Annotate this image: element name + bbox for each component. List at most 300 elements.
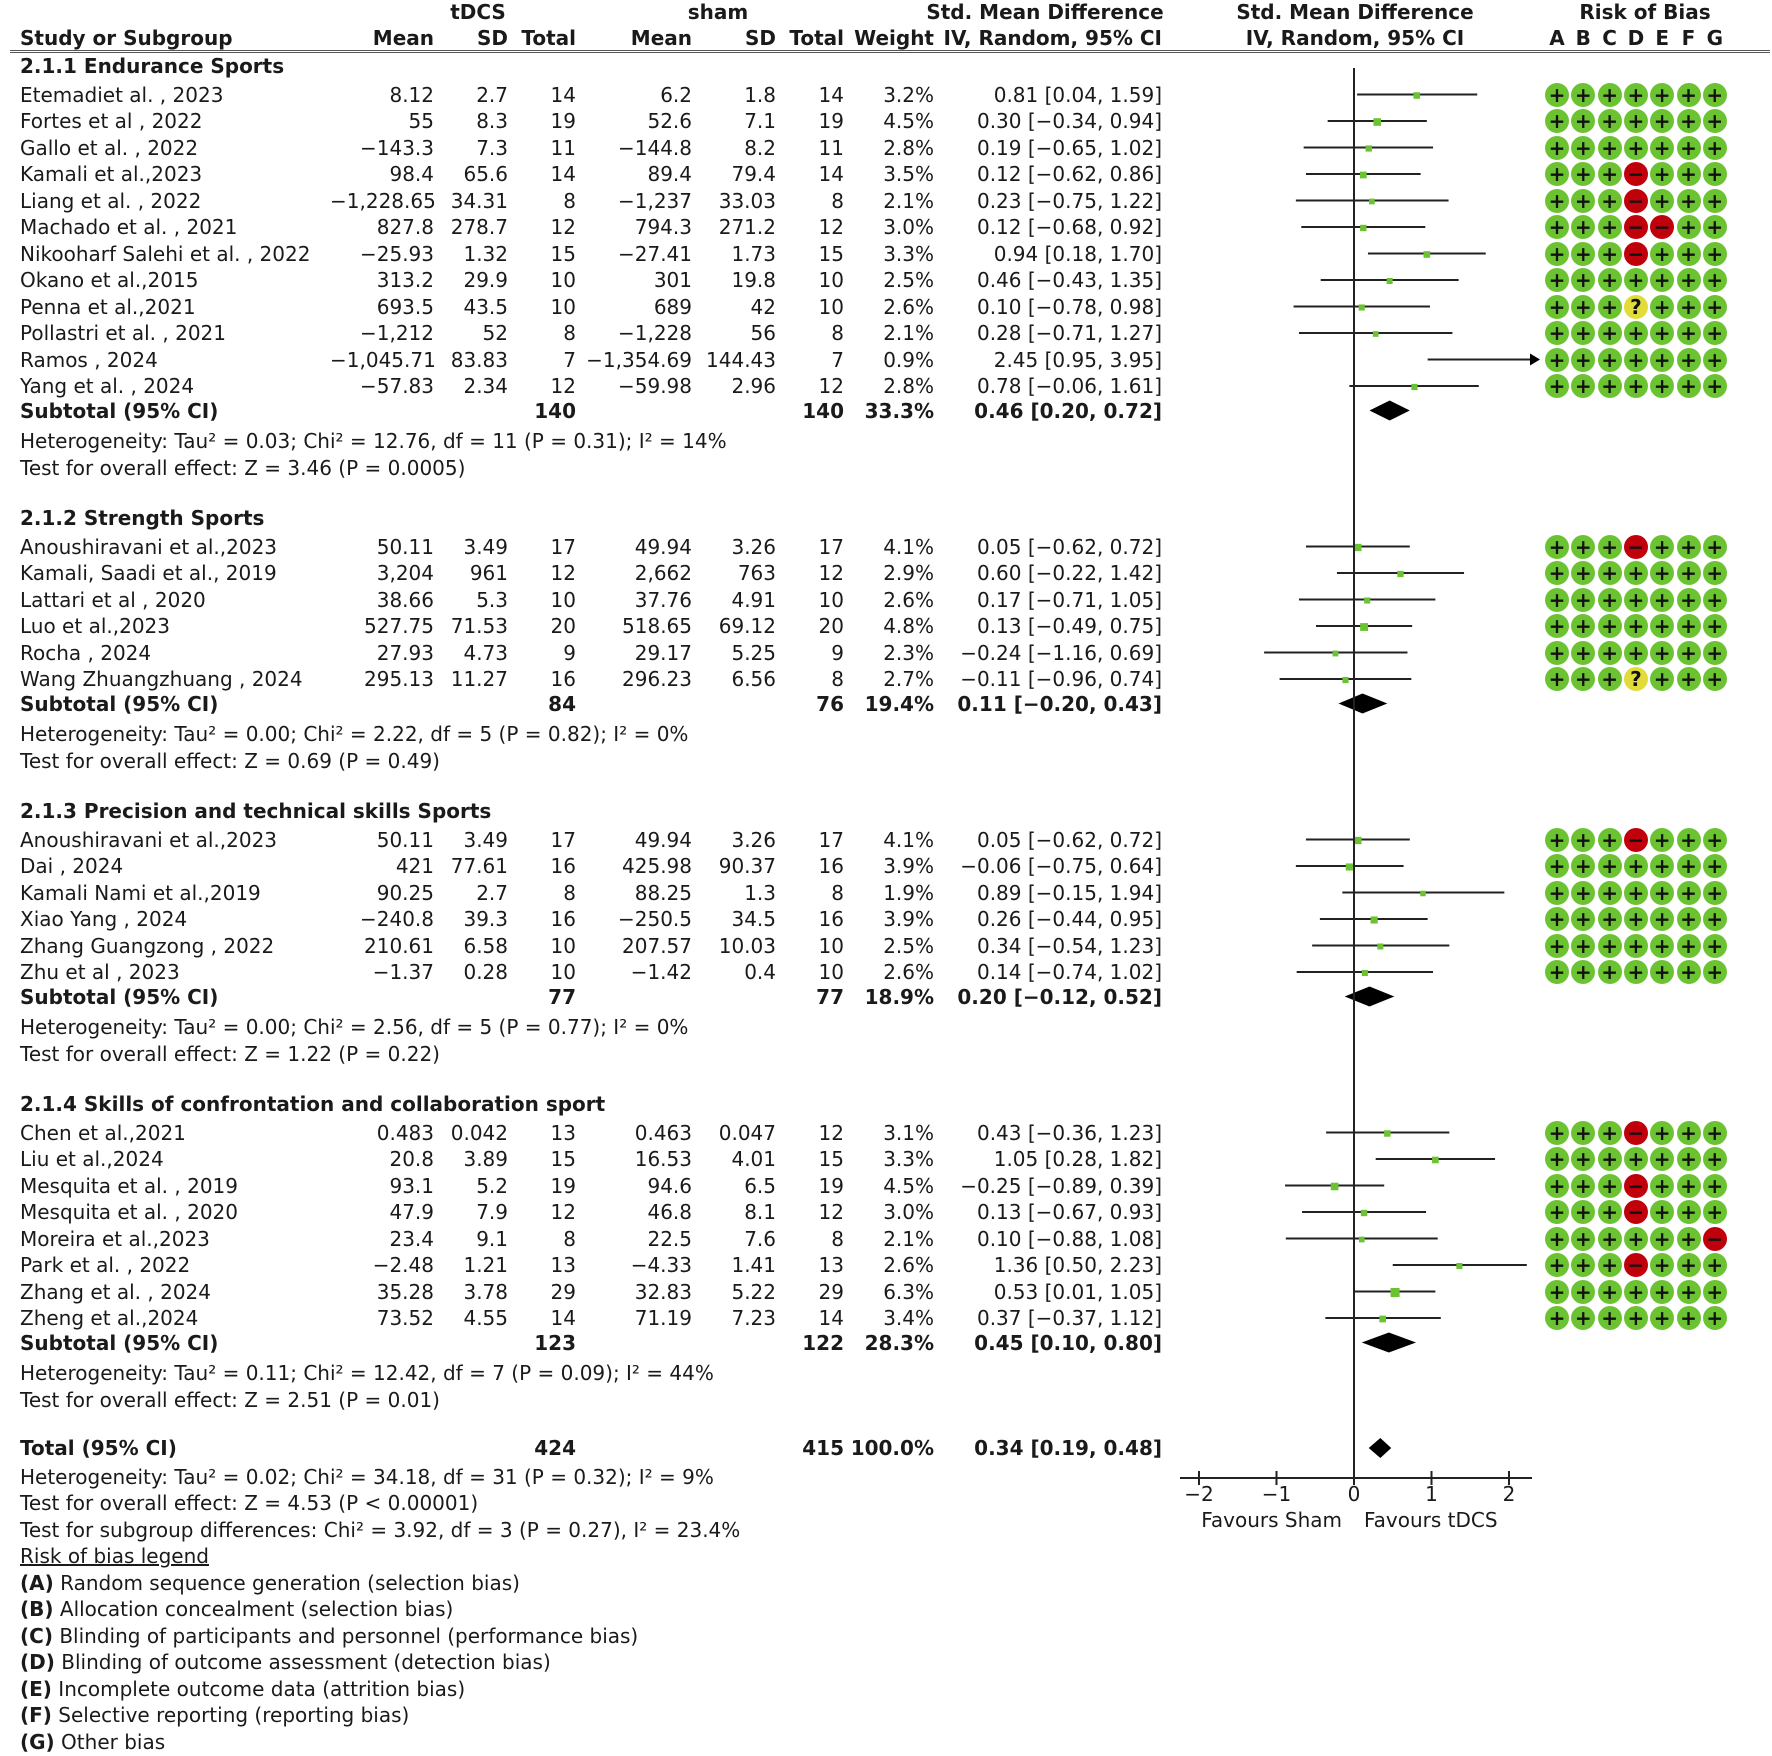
rob-low-icon: + xyxy=(1703,83,1727,107)
cell-ci: 0.81 [0.04, 1.59] xyxy=(993,82,1162,107)
cell-weight: 0.9% xyxy=(883,347,934,372)
study-name: Liang et al. , 2022 xyxy=(20,188,202,213)
cell-sd1: 77.61 xyxy=(450,854,508,878)
cell-n1: 14 xyxy=(550,162,576,186)
rob-low-icon: + xyxy=(1624,561,1648,585)
cell-n1: 12 xyxy=(550,561,576,585)
rob-low-icon: + xyxy=(1545,1147,1569,1171)
cell-m2: 49.94 xyxy=(634,534,692,559)
rob-col-e: E xyxy=(1655,26,1670,50)
rob-low-icon: + xyxy=(1598,1306,1622,1330)
rob-low-icon: + xyxy=(1545,1174,1569,1198)
cell-sd2: 56 xyxy=(750,321,776,345)
cell-sd2: 3.26 xyxy=(731,534,776,559)
cell-n2: 13 xyxy=(818,1253,844,1277)
rob-low-icon: + xyxy=(1677,561,1701,585)
rob-col-a: A xyxy=(1549,26,1565,50)
cell-m2: 6.2 xyxy=(660,82,692,107)
rob-low-icon: + xyxy=(1571,1306,1595,1330)
rob-low-icon: + xyxy=(1703,215,1727,239)
study-name: Mesquita et al. , 2020 xyxy=(20,1200,239,1224)
rob-low-icon: + xyxy=(1703,960,1727,984)
cell-n1: 13 xyxy=(550,1120,576,1145)
cell-m1: −143.3 xyxy=(359,135,434,160)
cell-weight: 3.1% xyxy=(883,1120,934,1145)
cell-sd2: 8.1 xyxy=(744,1200,776,1224)
cell-weight: 2.6% xyxy=(883,294,934,319)
cell-n1: 8 xyxy=(563,880,576,905)
study-name: Penna et al.,2021 xyxy=(20,294,196,319)
cell-m1: 295.13 xyxy=(364,667,434,691)
cell-sd1: 83.83 xyxy=(450,347,508,372)
rob-low-icon: + xyxy=(1650,1306,1674,1330)
point-estimate-marker xyxy=(1332,651,1338,657)
rob-low-icon: + xyxy=(1650,321,1674,345)
cell-sd2: 7.1 xyxy=(744,109,776,133)
rob-low-icon: + xyxy=(1545,268,1569,292)
cell-n2: 11 xyxy=(818,135,844,160)
subtotal-n2: 140 xyxy=(802,398,844,423)
cell-n1: 13 xyxy=(550,1253,576,1277)
cell-ci: 0.23 [−0.75, 1.22] xyxy=(976,188,1162,213)
subtotal-label: Subtotal (95% CI) xyxy=(20,398,219,423)
legend-key: (D) xyxy=(20,1650,55,1674)
cell-sd1: 4.73 xyxy=(463,640,508,665)
study-name: Mesquita et al. , 2019 xyxy=(20,1173,239,1198)
cell-n2: 15 xyxy=(818,241,844,266)
cell-n1: 14 xyxy=(550,82,576,107)
cell-m1: 421 xyxy=(395,854,434,878)
cell-m2: −1,228 xyxy=(617,321,692,345)
cell-m1: −2.48 xyxy=(372,1253,434,1277)
rob-low-icon: + xyxy=(1624,374,1648,398)
header-group2: sham xyxy=(687,0,749,24)
cell-m1: 827.8 xyxy=(376,215,434,239)
point-estimate-marker xyxy=(1424,251,1431,258)
subtotal-n1: 84 xyxy=(548,691,576,716)
rob-low-icon: + xyxy=(1545,242,1569,266)
rob-low-icon: + xyxy=(1703,321,1727,345)
study-name: Wang Zhuangzhuang , 2024 xyxy=(20,667,303,691)
cell-n2: 10 xyxy=(818,294,844,319)
rob-low-icon: + xyxy=(1598,136,1622,160)
cell-sd1: 11.27 xyxy=(450,667,508,691)
rob-high-icon: − xyxy=(1650,215,1674,239)
point-estimate-marker xyxy=(1387,278,1393,284)
cell-ci: 0.94 [0.18, 1.70] xyxy=(993,241,1162,266)
rob-low-icon: + xyxy=(1545,348,1569,372)
overall-effect-text: Test for overall effect: Z = 0.69 (P = 0.49) xyxy=(20,748,440,773)
rob-low-icon: + xyxy=(1650,535,1674,559)
cell-ci: −0.06 [−0.75, 0.64] xyxy=(960,854,1162,878)
rob-low-icon: + xyxy=(1545,828,1569,852)
rob-low-icon: + xyxy=(1703,1280,1727,1304)
cell-n1: 8 xyxy=(563,321,576,345)
rob-low-icon: + xyxy=(1650,189,1674,213)
rob-low-icon: + xyxy=(1703,348,1727,372)
rob-high-icon: − xyxy=(1624,1121,1648,1145)
x-tick-label: −2 xyxy=(1184,1482,1214,1506)
cell-n2: 17 xyxy=(818,534,844,559)
cell-m1: 50.11 xyxy=(376,827,434,852)
rob-low-icon: + xyxy=(1703,535,1727,559)
rob-low-icon: + xyxy=(1703,881,1727,905)
cell-m2: 32.83 xyxy=(634,1279,692,1304)
legend-key: (B) xyxy=(20,1597,54,1621)
rob-low-icon: + xyxy=(1571,268,1595,292)
subtotal-ci: 0.20 [−0.12, 0.52] xyxy=(957,984,1162,1009)
rob-low-icon: + xyxy=(1677,348,1701,372)
cell-m1: 3,204 xyxy=(376,561,434,585)
header-group1: tDCS xyxy=(450,0,506,24)
cell-m1: 313.2 xyxy=(376,268,434,292)
rob-low-icon: + xyxy=(1571,215,1595,239)
rob-low-icon: + xyxy=(1650,1200,1674,1224)
subtotal-diamond xyxy=(1370,401,1410,421)
cell-ci: 2.45 [0.95, 3.95] xyxy=(993,347,1162,372)
cell-n2: 9 xyxy=(831,640,844,665)
cell-n1: 12 xyxy=(550,1200,576,1224)
cell-ci: 0.26 [−0.44, 0.95] xyxy=(976,907,1162,931)
cell-ci: −0.24 [−1.16, 0.69] xyxy=(960,640,1162,665)
point-estimate-marker xyxy=(1373,118,1381,126)
rob-low-icon: + xyxy=(1703,907,1727,931)
cell-sd1: 9.1 xyxy=(476,1226,508,1251)
rob-col-b: B xyxy=(1575,26,1591,50)
heterogeneity-text: Heterogeneity: Tau² = 0.03; Chi² = 12.76, df = 11 (P = 0.31); I² = 14% xyxy=(20,429,727,453)
rob-low-icon: + xyxy=(1677,828,1701,852)
legend-text: Random sequence generation (selection bias) xyxy=(53,1570,520,1595)
cell-m2: 2,662 xyxy=(634,561,692,585)
rob-high-icon: − xyxy=(1624,1174,1648,1198)
study-name: Nikooharf Salehi et al. , 2022 xyxy=(20,241,311,266)
rob-low-icon: + xyxy=(1677,960,1701,984)
cell-ci: 0.60 [−0.22, 1.42] xyxy=(976,561,1162,585)
cell-m1: 35.28 xyxy=(376,1279,434,1304)
rob-low-icon: + xyxy=(1624,907,1648,931)
rob-low-icon: + xyxy=(1571,1147,1595,1171)
cell-m1: 47.9 xyxy=(389,1200,434,1224)
rob-low-icon: + xyxy=(1624,83,1648,107)
cell-n1: 12 xyxy=(550,374,576,398)
rob-low-icon: + xyxy=(1598,189,1622,213)
cell-ci: −0.25 [−0.89, 0.39] xyxy=(960,1173,1162,1198)
point-estimate-marker xyxy=(1373,331,1379,337)
study-name: Zhang Guangzong , 2022 xyxy=(20,933,275,958)
rob-low-icon: + xyxy=(1650,667,1674,691)
rob-low-icon: + xyxy=(1703,1253,1727,1277)
cell-m1: 0.483 xyxy=(376,1120,434,1145)
cell-n2: 10 xyxy=(818,960,844,984)
cell-ci: 1.36 [0.50, 2.23] xyxy=(993,1253,1162,1277)
cell-weight: 4.8% xyxy=(883,614,934,638)
point-estimate-marker xyxy=(1354,544,1361,551)
rob-low-icon: + xyxy=(1677,1200,1701,1224)
total-n1: 424 xyxy=(534,1436,576,1460)
point-estimate-marker xyxy=(1379,1316,1386,1323)
rob-low-icon: + xyxy=(1571,1200,1595,1224)
cell-sd1: 0.28 xyxy=(463,960,508,984)
header-sd-2: SD xyxy=(744,26,776,50)
cell-ci: 0.05 [−0.62, 0.72] xyxy=(976,827,1162,852)
cell-ci: 0.14 [−0.74, 1.02] xyxy=(976,960,1162,984)
point-estimate-marker xyxy=(1432,1157,1439,1164)
favours-tdcs-label: Favours tDCS xyxy=(1364,1508,1498,1532)
cell-sd2: 8.2 xyxy=(744,135,776,160)
cell-weight: 3.0% xyxy=(883,1200,934,1224)
rob-low-icon: + xyxy=(1650,1227,1674,1251)
cell-sd2: 19.8 xyxy=(731,268,776,292)
study-name: Kamali et al.,2023 xyxy=(20,162,203,186)
rob-low-icon: + xyxy=(1598,641,1622,665)
rob-low-icon: + xyxy=(1650,1280,1674,1304)
study-name: Luo et al.,2023 xyxy=(20,614,170,638)
cell-n2: 8 xyxy=(831,667,844,691)
rob-low-icon: + xyxy=(1545,1227,1569,1251)
rob-low-icon: + xyxy=(1677,588,1701,612)
cell-sd1: 71.53 xyxy=(450,614,508,638)
rob-low-icon: + xyxy=(1598,960,1622,984)
rob-low-icon: + xyxy=(1545,162,1569,186)
cell-sd2: 7.6 xyxy=(744,1226,776,1251)
cell-sd2: 6.56 xyxy=(731,667,776,691)
study-name: Kamali, Saadi et al., 2019 xyxy=(20,561,277,585)
subgroup-title: 2.1.4 Skills of confrontation and collaboration sport xyxy=(20,1092,606,1116)
rob-low-icon: + xyxy=(1571,374,1595,398)
cell-m1: 27.93 xyxy=(376,640,434,665)
cell-m2: 296.23 xyxy=(622,667,692,691)
point-estimate-marker xyxy=(1456,1263,1462,1269)
rob-low-icon: + xyxy=(1598,1174,1622,1198)
rob-low-icon: + xyxy=(1624,614,1648,638)
cell-sd2: 7.23 xyxy=(731,1306,776,1330)
cell-m1: 20.8 xyxy=(389,1147,434,1171)
cell-m1: 93.1 xyxy=(389,1173,434,1198)
cell-n2: 12 xyxy=(818,215,844,239)
rob-low-icon: + xyxy=(1677,1280,1701,1304)
cell-sd1: 961 xyxy=(469,561,508,585)
cell-n1: 15 xyxy=(550,1147,576,1171)
cell-sd2: 271.2 xyxy=(718,215,776,239)
cell-m2: −1.42 xyxy=(630,960,692,984)
rob-low-icon: + xyxy=(1545,189,1569,213)
cell-sd2: 3.26 xyxy=(731,827,776,852)
rob-low-icon: + xyxy=(1598,588,1622,612)
cell-n1: 20 xyxy=(550,614,576,638)
x-tick-label: 1 xyxy=(1425,1482,1438,1506)
rob-low-icon: + xyxy=(1650,1253,1674,1277)
header-study: Study or Subgroup xyxy=(20,26,233,50)
cell-weight: 4.5% xyxy=(883,1173,934,1198)
cell-n2: 16 xyxy=(818,907,844,931)
cell-n2: 19 xyxy=(818,109,844,133)
rob-low-icon: + xyxy=(1571,1227,1595,1251)
subtotal-ci: 0.11 [−0.20, 0.43] xyxy=(957,691,1162,716)
rob-low-icon: + xyxy=(1703,828,1727,852)
rob-low-icon: + xyxy=(1650,828,1674,852)
rob-low-icon: + xyxy=(1650,614,1674,638)
rob-low-icon: + xyxy=(1571,588,1595,612)
rob-low-icon: + xyxy=(1545,960,1569,984)
rob-low-icon: + xyxy=(1571,614,1595,638)
x-tick-label: 2 xyxy=(1502,1482,1516,1506)
cell-m1: −25.93 xyxy=(359,241,434,266)
rob-low-icon: + xyxy=(1571,907,1595,931)
cell-ci: 0.53 [0.01, 1.05] xyxy=(993,1279,1162,1304)
rob-low-icon: + xyxy=(1624,348,1648,372)
cell-weight: 6.3% xyxy=(883,1279,934,1304)
cell-n1: 11 xyxy=(550,135,576,160)
header-plot-sub: IV, Random, 95% CI xyxy=(1245,26,1465,50)
cell-sd1: 4.55 xyxy=(463,1306,508,1330)
subtotal-ci: 0.45 [0.10, 0.80] xyxy=(974,1330,1162,1355)
cell-m1: 527.75 xyxy=(364,614,434,638)
cell-sd2: 1.3 xyxy=(744,880,776,905)
rob-low-icon: + xyxy=(1571,83,1595,107)
rob-low-icon: + xyxy=(1545,1200,1569,1224)
subtotal-diamond xyxy=(1345,987,1395,1007)
rob-low-icon: + xyxy=(1624,1227,1648,1251)
point-estimate-marker xyxy=(1369,199,1375,205)
header-total-1: Total xyxy=(521,26,576,50)
cell-sd1: 5.3 xyxy=(476,587,508,612)
rob-low-icon: + xyxy=(1598,854,1622,878)
cell-n2: 10 xyxy=(818,268,844,292)
cell-m2: −250.5 xyxy=(617,907,692,931)
cell-ci: 0.05 [−0.62, 0.72] xyxy=(976,534,1162,559)
rob-high-icon: − xyxy=(1624,215,1648,239)
rob-low-icon: + xyxy=(1650,561,1674,585)
rob-low-icon: + xyxy=(1571,1121,1595,1145)
study-name: Chen et al.,2021 xyxy=(20,1120,186,1145)
cell-m2: 301 xyxy=(653,268,692,292)
cell-sd1: 29.9 xyxy=(463,268,508,292)
rob-low-icon: + xyxy=(1650,934,1674,958)
cell-weight: 3.3% xyxy=(883,241,934,266)
cell-ci: 0.89 [−0.15, 1.94] xyxy=(976,880,1162,905)
rob-low-icon: + xyxy=(1598,109,1622,133)
rob-low-icon: + xyxy=(1545,1280,1569,1304)
rob-high-icon: − xyxy=(1624,242,1648,266)
rob-low-icon: + xyxy=(1624,321,1648,345)
point-estimate-marker xyxy=(1384,1130,1390,1136)
cell-ci: 0.19 [−0.65, 1.02] xyxy=(976,135,1162,160)
rob-low-icon: + xyxy=(1624,934,1648,958)
rob-low-icon: + xyxy=(1545,1121,1569,1145)
study-name: Fortes et al , 2022 xyxy=(20,109,203,133)
cell-m2: 207.57 xyxy=(622,933,692,958)
cell-weight: 3.2% xyxy=(883,82,934,107)
point-estimate-marker xyxy=(1362,970,1368,976)
cell-m2: 88.25 xyxy=(634,880,692,905)
subtotal-label: Subtotal (95% CI) xyxy=(20,984,219,1009)
cell-weight: 2.9% xyxy=(883,561,934,585)
cell-weight: 4.1% xyxy=(883,827,934,852)
cell-weight: 3.9% xyxy=(883,854,934,878)
total-weight: 100.0% xyxy=(850,1436,934,1460)
study-name: Anoushiravani et al.,2023 xyxy=(20,534,278,559)
subtotal-weight: 33.3% xyxy=(864,398,934,423)
rob-low-icon: + xyxy=(1598,268,1622,292)
cell-weight: 3.9% xyxy=(883,907,934,931)
total-heterogeneity: Heterogeneity: Tau² = 0.02; Chi² = 34.18, df = 31 (P = 0.32); I² = 9% xyxy=(20,1464,714,1489)
cell-n2: 12 xyxy=(818,1120,844,1145)
subtotal-weight: 18.9% xyxy=(864,984,934,1009)
cell-sd2: 79.4 xyxy=(731,162,776,186)
cell-sd1: 2.34 xyxy=(463,374,508,398)
heterogeneity-text: Heterogeneity: Tau² = 0.11; Chi² = 12.42, df = 7 (P = 0.09); I² = 44% xyxy=(20,1361,714,1385)
rob-low-icon: + xyxy=(1703,667,1727,691)
point-estimate-marker xyxy=(1420,891,1426,897)
cell-m2: −4.33 xyxy=(630,1253,692,1277)
study-name: Zhang et al. , 2024 xyxy=(20,1279,212,1304)
rob-high-icon: − xyxy=(1624,1200,1648,1224)
rob-low-icon: + xyxy=(1624,268,1648,292)
cell-n1: 10 xyxy=(550,960,576,984)
cell-n1: 29 xyxy=(550,1279,576,1304)
heterogeneity-text: Heterogeneity: Tau² = 0.00; Chi² = 2.22, df = 5 (P = 0.82); I² = 0% xyxy=(20,722,689,746)
rob-low-icon: + xyxy=(1545,136,1569,160)
cell-sd1: 6.58 xyxy=(463,933,508,958)
rob-low-icon: + xyxy=(1650,854,1674,878)
rob-low-icon: + xyxy=(1545,1253,1569,1277)
rob-low-icon: + xyxy=(1703,641,1727,665)
cell-sd2: 69.12 xyxy=(718,614,776,638)
cell-weight: 2.1% xyxy=(883,188,934,213)
subtotal-diamond xyxy=(1339,694,1388,714)
rob-low-icon: + xyxy=(1703,854,1727,878)
rob-low-icon: + xyxy=(1571,934,1595,958)
rob-low-icon: + xyxy=(1571,321,1595,345)
point-estimate-marker xyxy=(1364,597,1370,603)
cell-weight: 2.7% xyxy=(883,667,934,691)
study-name: Yang et al. , 2024 xyxy=(20,374,195,398)
point-estimate-marker xyxy=(1346,863,1353,870)
rob-low-icon: + xyxy=(1571,242,1595,266)
cell-n1: 14 xyxy=(550,1306,576,1330)
subtotal-ci: 0.46 [0.20, 0.72] xyxy=(974,398,1162,423)
rob-low-icon: + xyxy=(1571,535,1595,559)
point-estimate-marker xyxy=(1360,623,1368,631)
cell-sd1: 39.3 xyxy=(463,907,508,931)
cell-weight: 2.8% xyxy=(883,135,934,160)
header-plot-title: Std. Mean Difference xyxy=(1236,0,1474,24)
rob-low-icon: + xyxy=(1677,295,1701,319)
rob-low-icon: + xyxy=(1571,854,1595,878)
study-name: Moreira et al.,2023 xyxy=(20,1226,210,1251)
cell-sd1: 278.7 xyxy=(450,215,508,239)
rob-low-icon: + xyxy=(1703,189,1727,213)
rob-low-icon: + xyxy=(1703,162,1727,186)
rob-low-icon: + xyxy=(1650,109,1674,133)
cell-m1: −1,045.71 xyxy=(330,347,436,372)
cell-sd2: 5.25 xyxy=(731,640,776,665)
legend-text: Allocation concealment (selection bias) xyxy=(53,1597,454,1621)
subtotal-n2: 77 xyxy=(816,984,844,1009)
subtotal-n2: 122 xyxy=(802,1330,844,1355)
cell-n2: 15 xyxy=(818,1147,844,1171)
cell-ci: 0.12 [−0.68, 0.92] xyxy=(976,215,1162,239)
cell-m2: 37.76 xyxy=(634,587,692,612)
rob-low-icon: + xyxy=(1703,588,1727,612)
rob-unclear-icon: ? xyxy=(1624,295,1648,319)
cell-weight: 4.1% xyxy=(883,534,934,559)
rob-unclear-icon: ? xyxy=(1624,667,1648,691)
cell-n2: 14 xyxy=(818,82,844,107)
cell-m1: 23.4 xyxy=(389,1226,434,1251)
cell-n1: 17 xyxy=(550,534,576,559)
legend-text: Other bias xyxy=(54,1729,166,1754)
